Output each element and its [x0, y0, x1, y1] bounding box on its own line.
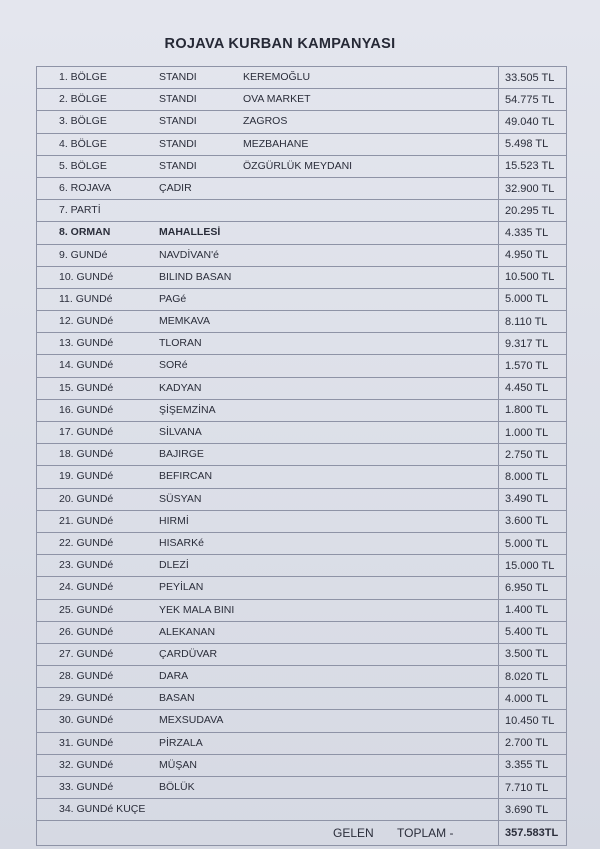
row-amount: 6.950 TL: [499, 577, 567, 599]
row-amount: 3.500 TL: [499, 643, 567, 665]
table-row: [37, 555, 567, 577]
row-description: [37, 399, 499, 421]
row-amount: 32.900 TL: [499, 177, 567, 199]
row-amount: 3.490 TL: [499, 488, 567, 510]
table-row: [37, 621, 567, 643]
row-detail: ÖZGÜRLÜK MEYDANI: [243, 159, 353, 172]
row-amount: 1.400 TL: [499, 599, 567, 621]
table-row: [37, 577, 567, 599]
row-location: SİLVANA: [159, 426, 202, 438]
row-number-and-group: 10. GUNDé: [59, 270, 114, 283]
row-description: [37, 710, 499, 732]
table-row: [37, 311, 567, 333]
row-amount: 3.355 TL: [499, 754, 567, 776]
row-description: [37, 688, 499, 710]
table-row: [37, 355, 567, 377]
row-location: ŞİŞEMZİNA: [159, 403, 216, 416]
row-number-and-group: 22. GUNDé: [59, 536, 114, 549]
row-number-and-group: 18. GUNDé: [59, 448, 114, 461]
row-description: [37, 244, 499, 266]
row-amount: 2.700 TL: [499, 732, 567, 754]
row-location: PEYİLAN: [159, 581, 204, 594]
row-location: DARA: [159, 670, 189, 683]
row-number-and-group: 16. GUNDé: [59, 403, 114, 416]
total-label-toplam: TOPLAM -: [397, 826, 454, 841]
row-location: MAHALLESİ: [159, 226, 221, 239]
row-description: [37, 133, 499, 155]
table-row: [37, 333, 567, 355]
table-row: [37, 754, 567, 776]
row-description: [37, 355, 499, 377]
row-amount: 8.110 TL: [499, 311, 567, 333]
table-row: [37, 89, 567, 111]
row-description: [37, 111, 499, 133]
row-detail: MEZBAHANE: [243, 137, 309, 150]
row-number-and-group: 29. GUNDé: [59, 692, 114, 705]
row-amount: 4.000 TL: [499, 688, 567, 710]
row-amount: 4.450 TL: [499, 377, 567, 399]
table-row: [37, 777, 567, 799]
row-description: [37, 288, 499, 310]
table-row: [37, 710, 567, 732]
row-description: [37, 155, 499, 177]
row-location: BÖLÜK: [159, 781, 195, 793]
table-row: [37, 222, 567, 244]
table-row: [37, 510, 567, 532]
row-location: BAJIRGE: [159, 448, 204, 461]
row-number-and-group: 4. BÖLGE: [59, 137, 107, 150]
row-location: MEXSUDAVA: [159, 714, 224, 727]
table-row: [37, 133, 567, 155]
row-amount: 10.500 TL: [499, 266, 567, 288]
row-description: [37, 177, 499, 199]
row-location: ÇARDÜVAR: [159, 647, 218, 660]
table-row: [37, 288, 567, 310]
row-description: [37, 577, 499, 599]
table-row: [37, 532, 567, 554]
row-number-and-group: 27. GUNDé: [59, 647, 114, 660]
row-amount: 7.710 TL: [499, 777, 567, 799]
row-location: SORé: [159, 359, 188, 372]
row-location: MEMKAVA: [159, 315, 210, 328]
row-number-and-group: 5. BÖLGE: [59, 159, 107, 172]
table-row: [37, 488, 567, 510]
row-amount: 5.000 TL: [499, 532, 567, 554]
row-description: [37, 510, 499, 532]
row-description: [37, 89, 499, 111]
row-number-and-group: 9. GUNDé: [59, 248, 108, 261]
row-number-and-group: 28. GUNDé: [59, 670, 114, 683]
total-label-gelen: GELEN: [333, 826, 374, 841]
table-row: [37, 67, 567, 89]
row-amount: 5.498 TL: [499, 133, 567, 155]
row-number-and-group: 8. ORMAN: [59, 226, 111, 239]
row-description: [37, 377, 499, 399]
row-location: ALEKANAN: [159, 625, 216, 638]
row-amount: 8.020 TL: [499, 666, 567, 688]
row-number-and-group: 23. GUNDé: [59, 559, 114, 572]
row-description: [37, 488, 499, 510]
row-location: YEK MALA BINI: [159, 603, 235, 616]
row-amount: 1.570 TL: [499, 355, 567, 377]
row-description: [37, 311, 499, 333]
table-row: [37, 111, 567, 133]
row-location: PİRZALA: [159, 736, 203, 749]
row-description: [37, 532, 499, 554]
row-number-and-group: 31. GUNDé: [59, 736, 114, 749]
document-title: ROJAVA KURBAN KAMPANYASI: [164, 36, 396, 52]
row-amount: 9.317 TL: [499, 333, 567, 355]
table-row: [37, 244, 567, 266]
total-amount: 357.583TL: [499, 821, 567, 846]
row-location: STANDI: [159, 93, 197, 106]
row-location: PAGé: [159, 292, 187, 305]
row-amount: 54.775 TL: [499, 89, 567, 111]
row-number-and-group: 20. GUNDé: [59, 492, 114, 505]
table-row: [37, 444, 567, 466]
row-number-and-group: 2. BÖLGE: [59, 93, 107, 106]
row-amount: 5.000 TL: [499, 288, 567, 310]
row-location: SÜSYAN: [159, 492, 202, 505]
row-amount: 10.450 TL: [499, 710, 567, 732]
row-number-and-group: 19. GUNDé: [59, 470, 114, 483]
row-detail: KEREMOĞLU: [243, 71, 311, 83]
row-description: [37, 599, 499, 621]
row-location: DLEZİ: [159, 559, 189, 572]
row-number-and-group: 30. GUNDé: [59, 714, 114, 727]
table-row: [37, 466, 567, 488]
table-row: [37, 688, 567, 710]
campaign-table: [36, 66, 567, 846]
row-number-and-group: 34. GUNDé KUÇE: [59, 803, 146, 816]
row-location: MÜŞAN: [159, 758, 197, 771]
row-number-and-group: 21. GUNDé: [59, 514, 114, 527]
row-location: HIRMİ: [159, 514, 189, 527]
row-location: BASAN: [159, 692, 195, 705]
row-location: STANDI: [159, 115, 197, 128]
row-description: [37, 222, 499, 244]
row-amount: 49.040 TL: [499, 111, 567, 133]
row-number-and-group: 6. ROJAVA: [59, 181, 112, 194]
row-number-and-group: 3. BÖLGE: [59, 115, 107, 128]
table-row: [37, 643, 567, 665]
row-description: [37, 555, 499, 577]
row-number-and-group: 14. GUNDé: [59, 359, 114, 372]
row-amount: 3.690 TL: [499, 799, 567, 821]
row-location: NAVDİVAN'é: [159, 248, 219, 261]
table-row: [37, 666, 567, 688]
row-location: STANDI: [159, 71, 197, 83]
table-row: [37, 266, 567, 288]
row-description: [37, 643, 499, 665]
row-amount: 2.750 TL: [499, 444, 567, 466]
row-description: [37, 200, 499, 222]
table-row: [37, 422, 567, 444]
row-description: [37, 422, 499, 444]
row-amount: 4.950 TL: [499, 244, 567, 266]
row-location: ÇADIR: [159, 181, 192, 194]
row-number-and-group: 25. GUNDé: [59, 603, 114, 616]
row-location: STANDI: [159, 159, 197, 172]
table-row: [37, 200, 567, 222]
row-description: [37, 777, 499, 799]
row-number-and-group: 26. GUNDé: [59, 625, 114, 638]
table-row: [37, 799, 567, 821]
total-label-cell: [37, 821, 499, 846]
row-amount: 33.505 TL: [499, 67, 567, 89]
row-description: [37, 732, 499, 754]
row-description: [37, 466, 499, 488]
row-amount: 3.600 TL: [499, 510, 567, 532]
row-number-and-group: 13. GUNDé: [59, 337, 114, 350]
row-number-and-group: 1. BÖLGE: [59, 71, 107, 83]
row-location: HISARKé: [159, 536, 204, 549]
row-description: [37, 444, 499, 466]
total-row: [37, 821, 567, 846]
row-amount: 15.000 TL: [499, 555, 567, 577]
row-number-and-group: 15. GUNDé: [59, 381, 114, 394]
row-amount: 5.400 TL: [499, 621, 567, 643]
row-amount: 8.000 TL: [499, 466, 567, 488]
table-row: [37, 177, 567, 199]
table-row: [37, 732, 567, 754]
row-location: STANDI: [159, 137, 197, 150]
row-number-and-group: 7. PARTİ: [59, 204, 101, 217]
row-number-and-group: 24. GUNDé: [59, 581, 114, 594]
row-number-and-group: 17. GUNDé: [59, 426, 114, 438]
row-description: [37, 266, 499, 288]
row-location: TLORAN: [159, 337, 202, 350]
table-row: [37, 599, 567, 621]
row-description: [37, 333, 499, 355]
row-detail: OVA MARKET: [243, 93, 311, 106]
row-description: [37, 666, 499, 688]
table-row: [37, 377, 567, 399]
row-amount: 1.000 TL: [499, 422, 567, 444]
row-number-and-group: 11. GUNDé: [59, 292, 113, 305]
row-location: KADYAN: [159, 381, 202, 394]
campaign-table-wrapper: [36, 66, 566, 846]
row-number-and-group: 12. GUNDé: [59, 315, 114, 328]
row-detail: ZAGROS: [243, 115, 288, 128]
row-description: [37, 621, 499, 643]
table-row: [37, 155, 567, 177]
table-row: [37, 399, 567, 421]
row-amount: 1.800 TL: [499, 399, 567, 421]
row-description: [37, 799, 499, 821]
row-amount: 15.523 TL: [499, 155, 567, 177]
row-location: BILIND BASAN: [159, 270, 232, 283]
row-amount: 20.295 TL: [499, 200, 567, 222]
row-description: [37, 67, 499, 89]
row-amount: 4.335 TL: [499, 222, 567, 244]
row-location: BEFIRCAN: [159, 470, 213, 483]
row-number-and-group: 32. GUNDé: [59, 758, 114, 771]
row-number-and-group: 33. GUNDé: [59, 781, 114, 793]
row-description: [37, 754, 499, 776]
